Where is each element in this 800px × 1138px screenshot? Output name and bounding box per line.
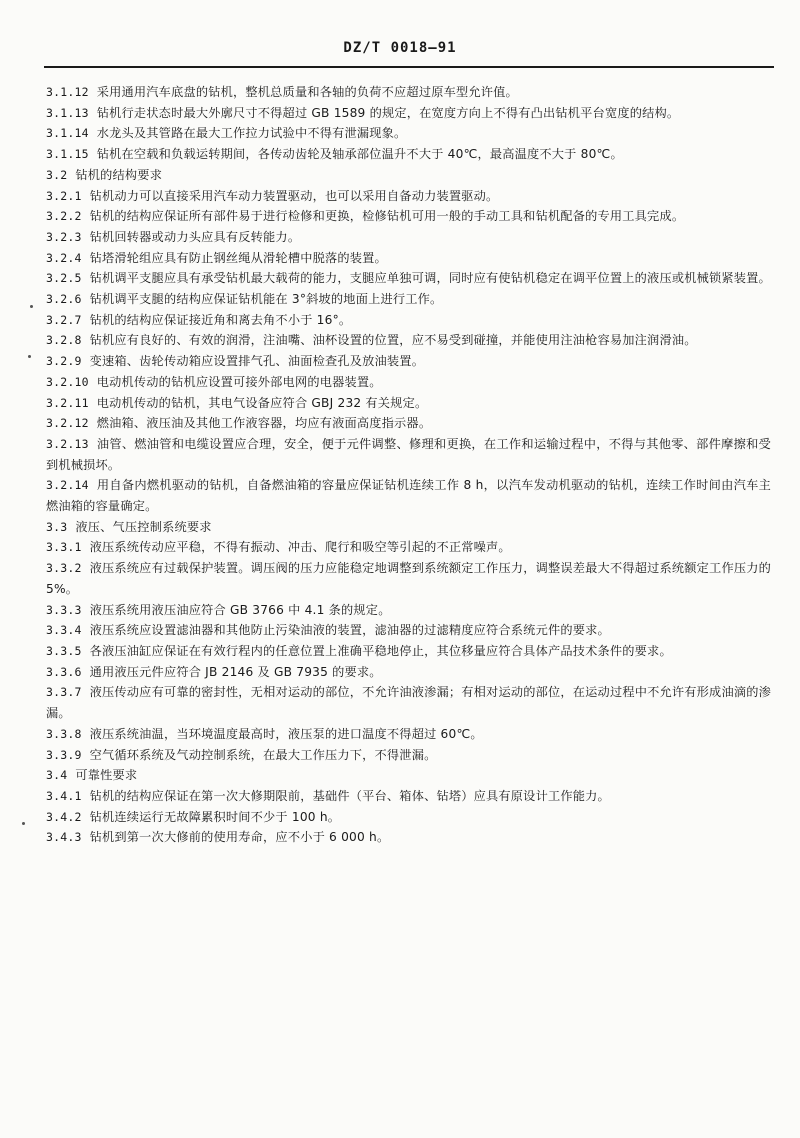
clause-text: 油管、燃油管和电缆设置应合理，安全，便于元件调整、修理和更换，在工作和运输过程中，不得与其他零、部件摩擦和受到机械损坏。: [46, 436, 771, 472]
clause-text: 通用液压元件应符合 JB 2146 及 GB 7935 的要求。: [89, 664, 382, 679]
clause-number: 3.2.6: [46, 292, 82, 307]
clause-text: 钻机在空载和负载运转期间，各传动齿轮及轴承部位温升不大于 40℃，最高温度不大于 80℃。: [96, 147, 623, 162]
paragraph: [46, 351, 771, 372]
clause-number: 3.4: [46, 768, 68, 783]
paragraph: [46, 517, 771, 538]
clause-text: 钻机回转器或动力头应具有反转能力。: [89, 229, 301, 244]
clause-number: 3.2.9: [46, 354, 82, 369]
margin-mark: [22, 822, 25, 825]
clause-number: 3.2.7: [46, 312, 82, 327]
header-rule: [44, 66, 774, 68]
paragraph: [46, 724, 771, 745]
clause-text: 钻机的结构应保证接近角和离去角不小于 16°。: [89, 312, 352, 327]
clause-number: 3.3.6: [46, 664, 82, 679]
clause-number: 3.2.1: [46, 188, 82, 203]
clause-number: 3.4.1: [46, 788, 82, 803]
clause-number: 3.3.5: [46, 643, 82, 658]
clause-number: 3.1.13: [46, 105, 89, 120]
clause-text: 液压传动应有可靠的密封性，无相对运动的部位，不允许油液渗漏；有相对运动的部位，在运动过程中不允许有形成油滴的渗漏。: [46, 685, 771, 721]
clause-text: 钻机应有良好的、有效的润滑，注油嘴、油杯设置的位置，应不易受到碰撞，并能使用注油枪容易加注润滑油。: [89, 333, 697, 348]
clause-text: 钻机的结构应保证所有部件易于进行检修和更换，检修钻机可用一般的手动工具和钻机配备的专用工具完成。: [89, 209, 685, 224]
clause-number: 3.2: [46, 167, 68, 182]
paragraph: [46, 662, 771, 683]
clause-number: 3.3.9: [46, 747, 82, 762]
clause-number: 3.2.14: [46, 478, 89, 493]
paragraph: [46, 330, 771, 351]
paragraph: [46, 372, 771, 393]
clause-text: 电动机传动的钻机，其电气设备应符合 GBJ 232 有关规定。: [96, 395, 428, 410]
paragraph: [46, 144, 771, 165]
paragraph: [46, 827, 771, 848]
paragraph: [46, 103, 771, 124]
clause-text: 变速箱、齿轮传动箱应设置排气孔、油面检查孔及放油装置。: [89, 354, 425, 369]
paragraph: [46, 765, 771, 786]
paragraph: [46, 434, 771, 475]
clause-number: 3.3.1: [46, 540, 82, 555]
document-header: DZ/T 0018—91: [343, 40, 457, 56]
clause-text: 液压系统应有过载保护装置。调压阀的压力应能稳定地调整到系统额定工作压力，调整误差最大不得超过系统额定工作压力的 5%。: [46, 561, 771, 596]
paragraph: [46, 165, 771, 186]
document-body: [46, 82, 771, 848]
clause-text: 电动机传动的钻机应设置可接外部电网的电器装置。: [96, 374, 382, 389]
paragraph: [46, 682, 771, 723]
paragraph: [46, 268, 771, 289]
clause-text: 钻机调平支腿应具有承受钻机最大载荷的能力，支腿应单独可调，同时应有使钻机稳定在调平位置上的液压或机械锁紧装置。: [89, 271, 771, 286]
paragraph: [46, 413, 771, 434]
paragraph: [46, 123, 771, 144]
clause-text: 可靠性要求: [75, 768, 138, 783]
paragraph: [46, 475, 771, 516]
paragraph: [46, 620, 771, 641]
paragraph: [46, 310, 771, 331]
clause-text: 钻塔滑轮组应具有防止钢丝绳从滑轮槽中脱落的装置。: [89, 250, 387, 265]
paragraph: [46, 289, 771, 310]
clause-number: 3.3: [46, 519, 68, 534]
clause-number: 3.1.14: [46, 126, 89, 141]
clause-number: 3.2.8: [46, 333, 82, 348]
paragraph: [46, 537, 771, 558]
paragraph: [46, 600, 771, 621]
paragraph: [46, 641, 771, 662]
paragraph: [46, 227, 771, 248]
paragraph: [46, 786, 771, 807]
clause-text: 钻机连续运行无故障累积时间不少于 100 h。: [89, 809, 341, 824]
clause-text: 液压系统传动应平稳，不得有振动、冲击、爬行和吸空等引起的不正常噪声。: [89, 540, 511, 555]
clause-number: 3.3.7: [46, 685, 82, 700]
clause-text: 液压系统应设置滤油器和其他防止污染油液的装置，滤油器的过滤精度应符合系统元件的要求。: [89, 623, 610, 638]
clause-text: 水龙头及其管路在最大工作拉力试验中不得有泄漏现象。: [96, 126, 407, 141]
paragraph: [46, 82, 771, 103]
clause-number: 3.2.12: [46, 416, 89, 431]
clause-number: 3.2.10: [46, 374, 89, 389]
paragraph: [46, 393, 771, 414]
paragraph: [46, 807, 771, 828]
margin-mark: [28, 355, 31, 358]
clause-text: 钻机调平支腿的结构应保证钻机能在 3°斜坡的地面上进行工作。: [89, 292, 443, 307]
clause-number: 3.4.2: [46, 809, 82, 824]
clause-text: 各液压油缸应保证在有效行程内的任意位置上准确平稳地停止，其位移量应符合具体产品技术条件的要求。: [89, 643, 672, 658]
clause-text: 钻机行走状态时最大外廓尺寸不得超过 GB 1589 的规定，在宽度方向上不得有凸出钻机平台宽度的结构。: [96, 105, 680, 120]
clause-text: 钻机动力可以直接采用汽车动力装置驱动，也可以采用自备动力装置驱动。: [89, 188, 499, 203]
clause-text: 液压系统用液压油应符合 GB 3766 中 4.1 条的规定。: [89, 602, 391, 617]
clause-text: 用自备内燃机驱动的钻机，自备燃油箱的容量应保证钻机连续工作 8 h，以汽车发动机驱动的钻机，连续工作时间由汽车主燃油箱的容量确定。: [46, 478, 771, 514]
clause-text: 钻机的结构应保证在第一次大修期限前，基础件（平台、箱体、钻塔）应具有原设计工作能力。: [89, 788, 610, 803]
paragraph: [46, 186, 771, 207]
clause-number: 3.4.3: [46, 830, 82, 845]
clause-number: 3.2.3: [46, 229, 82, 244]
clause-number: 3.3.3: [46, 602, 82, 617]
clause-number: 3.3.8: [46, 726, 82, 741]
clause-number: 3.1.15: [46, 147, 89, 162]
clause-number: 3.1.12: [46, 85, 89, 99]
paragraph: [46, 558, 771, 599]
clause-number: 3.2.11: [46, 395, 89, 410]
clause-number: 3.2.13: [46, 436, 89, 451]
clause-number: 3.2.2: [46, 209, 82, 224]
clause-text: 燃油箱、液压油及其他工作液容器，均应有液面高度指示器。: [96, 416, 432, 431]
clause-number: 3.2.5: [46, 271, 82, 286]
clause-text: 液压系统油温，当环境温度最高时，液压泵的进口温度不得超过 60℃。: [89, 726, 483, 741]
clause-text: 钻机的结构要求: [75, 167, 163, 182]
paragraph: [46, 745, 771, 766]
clause-number: 3.3.2: [46, 561, 82, 576]
clause-text: 钻机到第一次大修前的使用寿命，应不小于 6 000 h。: [89, 830, 390, 845]
clause-number: 3.3.4: [46, 623, 82, 638]
paragraph: [46, 248, 771, 269]
clause-number: 3.2.4: [46, 250, 82, 265]
clause-text: 空气循环系统及气动控制系统，在最大工作压力下，不得泄漏。: [89, 747, 437, 762]
clause-text: 液压、气压控制系统要求: [75, 519, 212, 534]
clause-text: 采用通用汽车底盘的钻机，整机总质量和各轴的负荷不应超过原车型允许值。: [96, 85, 518, 99]
margin-mark: [30, 305, 33, 308]
paragraph: [46, 206, 771, 227]
